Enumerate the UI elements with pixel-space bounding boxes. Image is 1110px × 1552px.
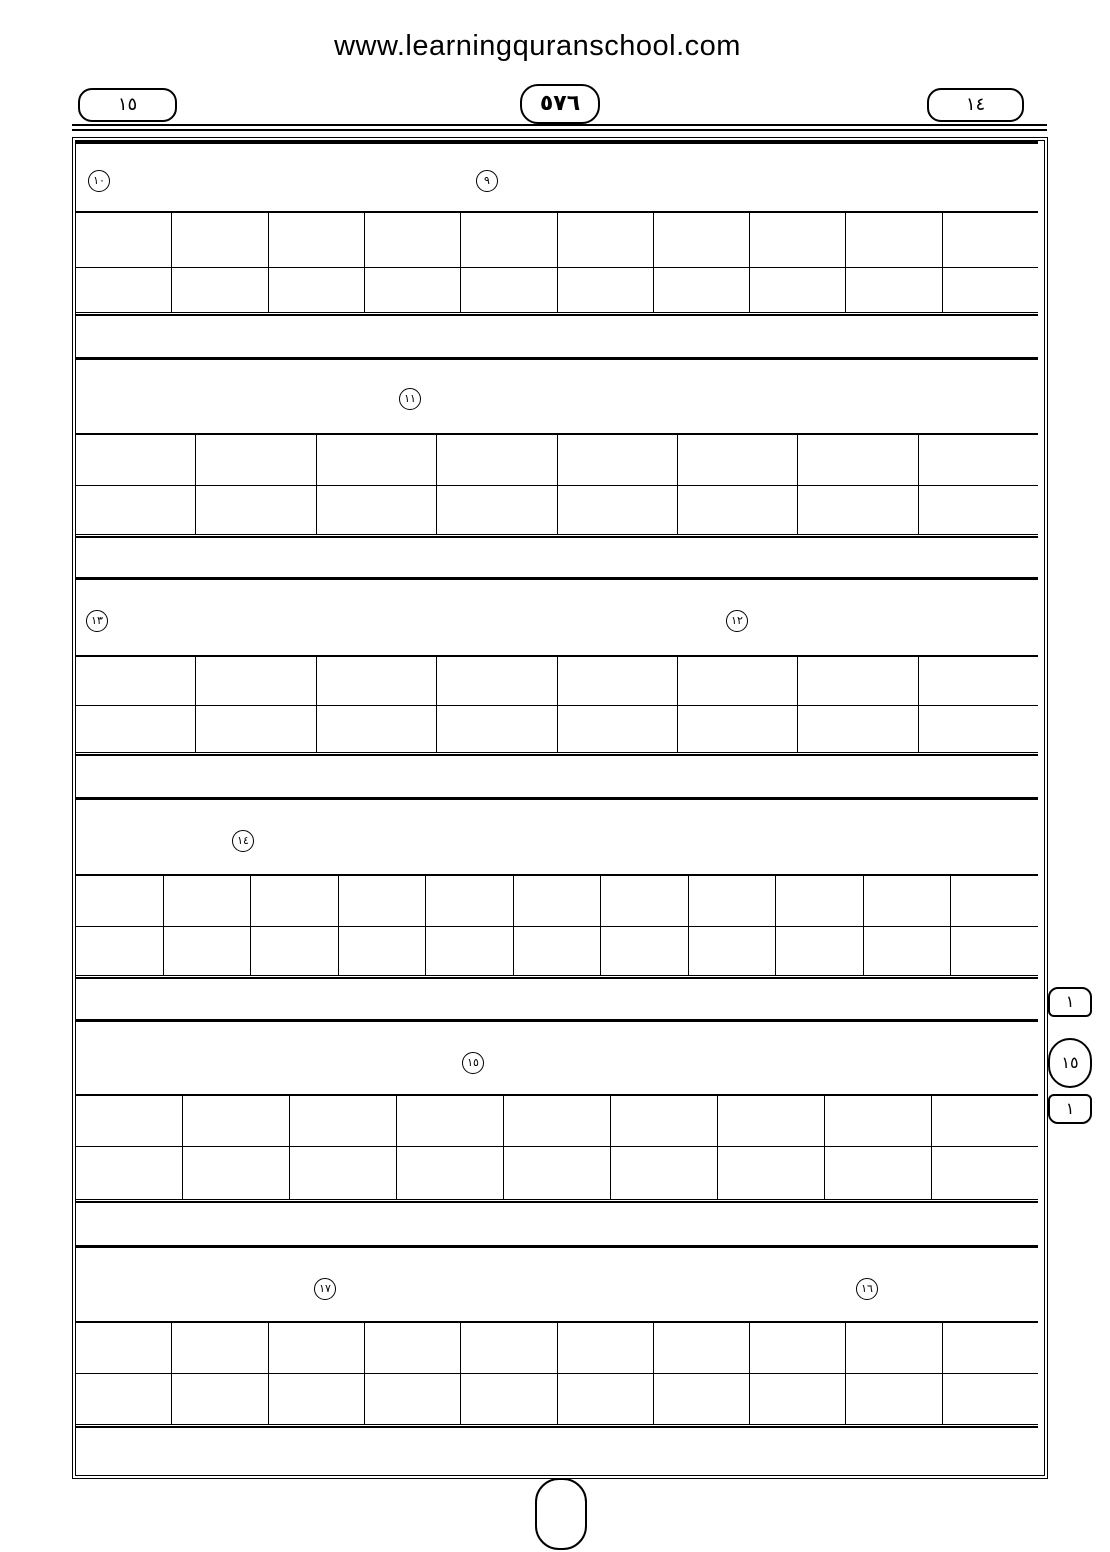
meaning-cell	[688, 927, 776, 975]
meaning-cell	[195, 486, 315, 534]
meaning-cell	[436, 486, 556, 534]
word-grid	[76, 213, 1038, 268]
verse-block	[76, 1245, 1038, 1470]
word-cell	[171, 213, 267, 267]
translation-line	[76, 754, 1038, 796]
word-grid	[76, 1096, 1038, 1147]
meaning-cell	[76, 706, 195, 752]
word-cell	[600, 876, 688, 926]
meaning-cell	[824, 1147, 931, 1199]
verse-line	[76, 800, 1038, 876]
meaning-cell	[749, 268, 845, 312]
ayah-marker: ١٣	[86, 610, 108, 632]
word-cell	[677, 657, 797, 705]
meaning-cell	[557, 1374, 653, 1424]
meaning-cell	[289, 1147, 396, 1199]
meaning-cell	[717, 1147, 824, 1199]
ayah-marker: ١٠	[88, 170, 110, 192]
word-cell	[436, 435, 556, 485]
meaning-cell	[677, 706, 797, 752]
word-cell	[250, 876, 338, 926]
word-cell	[653, 213, 749, 267]
page-number: ٥٧٦	[520, 84, 600, 124]
word-cell	[76, 213, 171, 267]
ayah-marker: ١٥	[462, 1052, 484, 1074]
ayah-marker: ٩	[476, 170, 498, 192]
verse-block	[76, 797, 1038, 1018]
verse-line	[76, 580, 1038, 657]
ayah-marker: ١٤	[232, 830, 254, 852]
juz-number: ١٤	[965, 94, 986, 115]
meaning-cell	[364, 1374, 460, 1424]
word-cell	[950, 876, 1038, 926]
translation-line	[76, 1201, 1038, 1244]
meaning-cell	[600, 927, 688, 975]
meaning-cell	[316, 706, 436, 752]
word-cell	[195, 435, 315, 485]
meaning-cell	[557, 486, 677, 534]
meaning-cell	[653, 1374, 749, 1424]
meaning-grid	[76, 486, 1038, 535]
word-cell	[557, 657, 677, 705]
word-cell	[557, 1323, 653, 1373]
word-cell	[460, 213, 556, 267]
verse-line	[76, 144, 1038, 213]
word-grid	[76, 657, 1038, 706]
word-grid	[76, 435, 1038, 486]
meaning-grid	[76, 927, 1038, 976]
meaning-cell	[268, 1374, 364, 1424]
word-cell	[557, 435, 677, 485]
meaning-cell	[797, 486, 917, 534]
word-cell	[182, 1096, 289, 1146]
word-cell	[76, 1096, 182, 1146]
meaning-cell	[749, 1374, 845, 1424]
translation-line	[76, 314, 1038, 356]
meaning-cell	[76, 268, 171, 312]
meaning-cell	[425, 927, 513, 975]
translation-line	[76, 536, 1038, 576]
word-cell	[316, 657, 436, 705]
verse-block	[76, 141, 1038, 356]
meaning-cell	[942, 1374, 1038, 1424]
word-cell	[513, 876, 601, 926]
word-cell	[460, 1323, 556, 1373]
word-cell	[76, 657, 195, 705]
word-cell	[171, 1323, 267, 1373]
meaning-cell	[610, 1147, 717, 1199]
meaning-cell	[76, 486, 195, 534]
word-cell	[163, 876, 251, 926]
verse-line	[76, 1248, 1038, 1323]
meaning-cell	[845, 268, 941, 312]
meaning-cell	[950, 927, 1038, 975]
meaning-grid	[76, 1374, 1038, 1425]
word-cell	[610, 1096, 717, 1146]
verse-block	[76, 357, 1038, 576]
header-rule	[72, 124, 1047, 126]
meaning-cell	[557, 268, 653, 312]
surah-number: ١٥	[117, 94, 138, 115]
meaning-cell	[918, 486, 1038, 534]
meaning-grid	[76, 268, 1038, 313]
meaning-cell	[677, 486, 797, 534]
word-cell	[653, 1323, 749, 1373]
word-cell	[425, 876, 513, 926]
website-url[interactable]: www.learningquranschool.com	[334, 30, 741, 62]
meaning-cell	[845, 1374, 941, 1424]
translation-line	[76, 977, 1038, 1018]
word-cell	[677, 435, 797, 485]
meaning-cell	[195, 706, 315, 752]
word-cell	[824, 1096, 931, 1146]
surah-label	[78, 88, 177, 122]
word-cell	[268, 1323, 364, 1373]
word-cell	[918, 435, 1038, 485]
word-grid	[76, 876, 1038, 927]
meaning-cell	[364, 268, 460, 312]
meaning-cell	[653, 268, 749, 312]
meaning-cell	[775, 927, 863, 975]
word-cell	[797, 657, 917, 705]
word-cell	[931, 1096, 1038, 1146]
meaning-cell	[268, 268, 364, 312]
meaning-cell	[503, 1147, 610, 1199]
word-cell	[364, 213, 460, 267]
meaning-cell	[76, 1374, 171, 1424]
word-cell	[364, 1323, 460, 1373]
word-cell	[316, 435, 436, 485]
word-cell	[396, 1096, 503, 1146]
word-cell	[749, 1323, 845, 1373]
word-cell	[688, 876, 776, 926]
word-cell	[863, 876, 951, 926]
word-cell	[268, 213, 364, 267]
meaning-cell	[396, 1147, 503, 1199]
meaning-cell	[513, 927, 601, 975]
word-cell	[557, 213, 653, 267]
manzil-marker	[535, 1478, 587, 1550]
meaning-cell	[863, 927, 951, 975]
word-cell	[775, 876, 863, 926]
meaning-cell	[942, 268, 1038, 312]
word-cell	[845, 1323, 941, 1373]
meaning-cell	[250, 927, 338, 975]
word-cell	[918, 657, 1038, 705]
ayah-marker: ١٦	[856, 1278, 878, 1300]
meaning-cell	[918, 706, 1038, 752]
word-cell	[436, 657, 556, 705]
header-rule-inner	[72, 129, 1047, 131]
ruku-marker-middle: ١٥	[1048, 1038, 1092, 1088]
meaning-cell	[557, 706, 677, 752]
meaning-grid	[76, 706, 1038, 753]
ayah-marker: ١٢	[726, 610, 748, 632]
word-cell	[749, 213, 845, 267]
word-cell	[503, 1096, 610, 1146]
word-cell	[845, 213, 941, 267]
meaning-cell	[76, 1147, 182, 1199]
verse-line	[76, 1022, 1038, 1096]
word-cell	[76, 876, 163, 926]
ruku-marker-bottom: ١	[1048, 1094, 1092, 1124]
meaning-cell	[182, 1147, 289, 1199]
verse-line	[76, 360, 1038, 435]
ruku-marker-top: ١	[1048, 987, 1092, 1017]
word-grid	[76, 1323, 1038, 1374]
word-cell	[942, 1323, 1038, 1373]
meaning-cell	[460, 268, 556, 312]
ayah-marker: ١٧	[314, 1278, 336, 1300]
meaning-grid	[76, 1147, 1038, 1200]
meaning-cell	[171, 268, 267, 312]
meaning-cell	[460, 1374, 556, 1424]
meaning-cell	[436, 706, 556, 752]
meaning-cell	[797, 706, 917, 752]
word-cell	[195, 657, 315, 705]
word-cell	[76, 435, 195, 485]
meaning-cell	[338, 927, 426, 975]
juz-label	[927, 88, 1024, 122]
word-cell	[797, 435, 917, 485]
meaning-cell	[171, 1374, 267, 1424]
meaning-cell	[163, 927, 251, 975]
word-cell	[338, 876, 426, 926]
meaning-cell	[316, 486, 436, 534]
meaning-cell	[76, 927, 163, 975]
word-cell	[289, 1096, 396, 1146]
word-cell	[76, 1323, 171, 1373]
verse-block	[76, 577, 1038, 796]
word-cell	[717, 1096, 824, 1146]
verse-block	[76, 1019, 1038, 1244]
translation-line	[76, 1426, 1038, 1470]
meaning-cell	[931, 1147, 1038, 1199]
word-cell	[942, 213, 1038, 267]
ayah-marker: ١١	[399, 388, 421, 410]
